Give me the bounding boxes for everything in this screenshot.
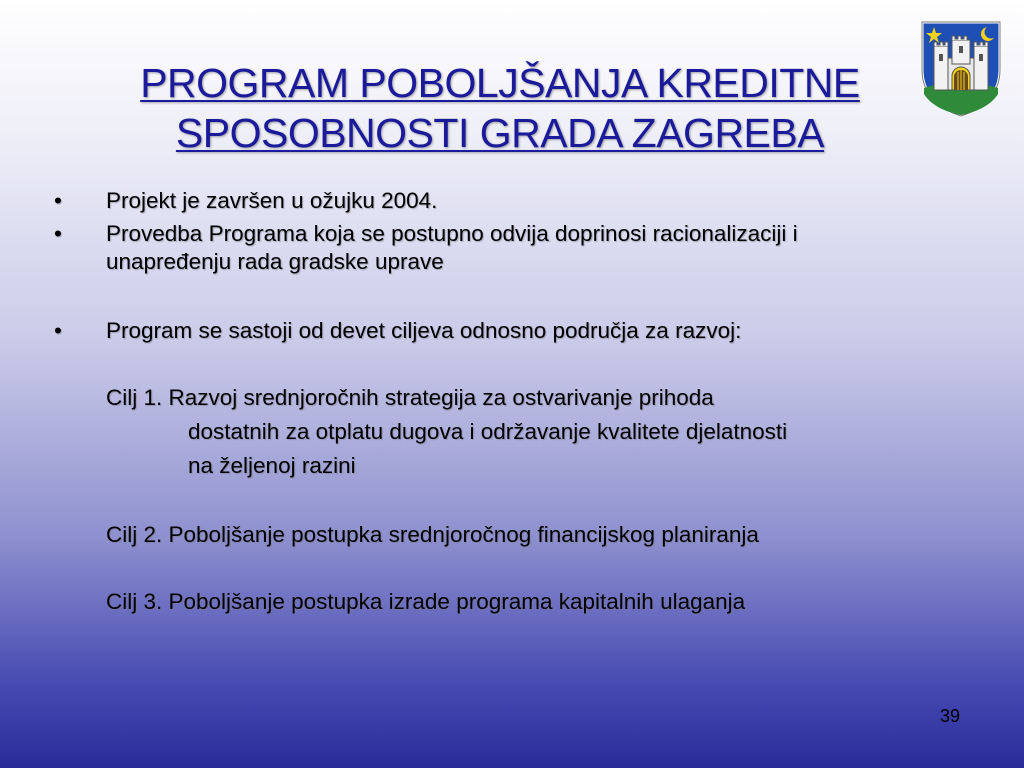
- goal-1-line-1: Cilj 1. Razvoj srednjoročnih strategija za ostvarivanje prihoda: [106, 385, 714, 410]
- goal-1-line-2: dostatnih za otplatu dugova i održavanje kvalitete djelatnosti: [188, 419, 788, 444]
- bullet-text-3: Program se sastoji od devet ciljeva odnosno područja za razvoj:: [106, 318, 742, 343]
- page-number: 39: [940, 706, 961, 726]
- bullet-marker: •: [54, 188, 62, 213]
- goal-2: Cilj 2. Poboljšanje postupka srednjoročnog financijskog planiranja: [106, 522, 759, 547]
- goal-1-line-3: na željenoj razini: [188, 453, 356, 478]
- title-line-2: SPOSOBNOSTI GRADA ZAGREBA: [175, 110, 825, 156]
- bullet-text-2-continuation: unapređenju rada gradske uprave: [106, 249, 444, 274]
- bullet-marker: •: [54, 221, 62, 246]
- bullet-marker: •: [54, 318, 62, 343]
- bullet-text-2: Provedba Programa koja se postupno odvija doprinosi racionalizaciji i: [106, 221, 798, 246]
- title-line-1: PROGRAM POBOLJŠANJA KREDITNE: [140, 60, 860, 106]
- bullet-text-1: Projekt je završen u ožujku 2004.: [106, 188, 438, 213]
- goal-3: Cilj 3. Poboljšanje postupka izrade programa kapitalnih ulaganja: [106, 589, 746, 614]
